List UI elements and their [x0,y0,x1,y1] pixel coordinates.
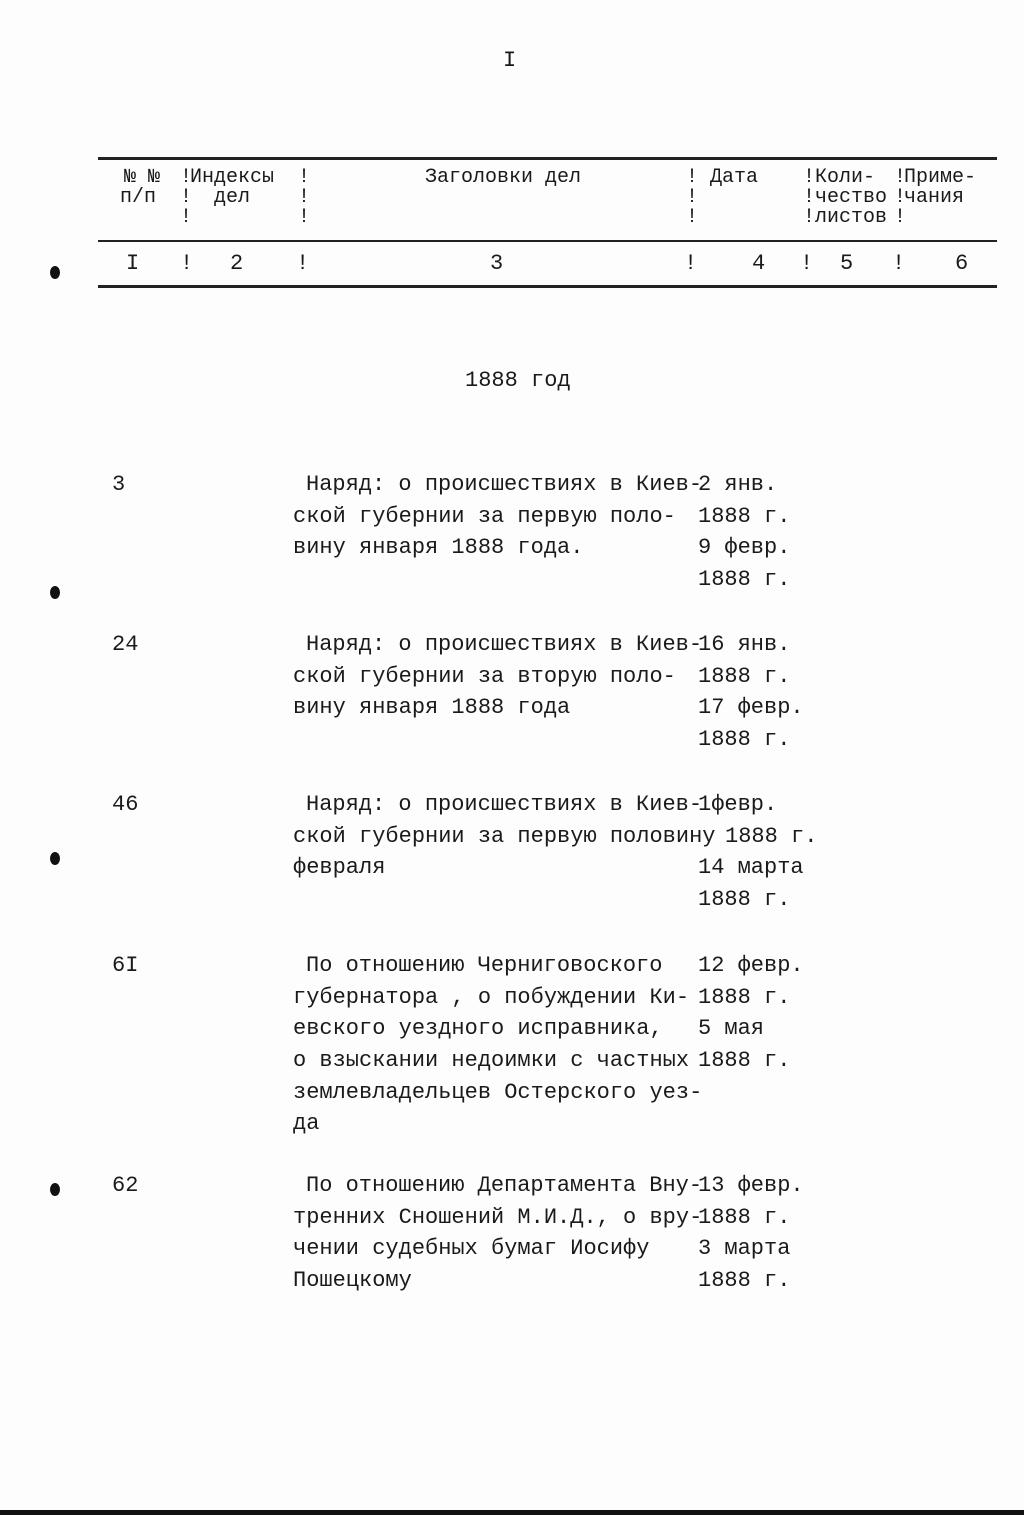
title-line: о взыскании недоимки с частных [293,1048,690,1074]
column-sep: ! [800,251,814,276]
title-line: вину января 1888 года [293,695,571,721]
column-sep: ! [892,251,906,276]
date-line: 13 февр. [698,1173,804,1198]
date-line: 1888 г. [698,887,791,913]
header-col1-line2: п/п [120,186,157,209]
header-sep: ! ! ! [894,166,907,229]
header-col5-line2: чество [815,186,888,209]
page-number: I [503,48,517,73]
entry-dates [698,950,804,1077]
column-number: I [126,251,140,276]
title-line: ской губернии за вторую поло- [293,663,676,689]
binding-hole [50,852,60,865]
column-sep: ! [684,251,698,276]
entry-title [293,629,702,724]
entry-dates [698,629,804,756]
title-line: По отношению Черниговоского [306,953,663,978]
date-line: 1888 г. [698,1204,791,1230]
date-line: 2 янв. [698,472,778,497]
date-line: 14 марта [698,855,804,881]
entry-number: 62 [112,1173,139,1198]
title-line: ской губернии за первую поло- [293,503,676,529]
date-line: 5 мая [698,1016,765,1042]
entry-number: 46 [112,792,139,817]
header-col2-line1: Индексы [190,166,275,189]
title-line: Наряд: о происшествиях в Киев- [306,472,703,497]
title-line: ской губернии за первую половину [293,823,716,849]
header-col6-line1: Приме- [904,166,977,189]
title-line: Наряд: о происшествиях в Киев- [306,632,703,657]
date-line: 1888 г. [698,727,791,753]
header-col1-line1: № № [124,166,161,189]
title-line: да [293,1111,320,1137]
date-line: 1888 г. [698,1268,791,1294]
header-col4: Дата [710,166,759,189]
entry-title [293,789,715,884]
header-col2-line2: дел [214,186,251,209]
entry-number: 6I [112,953,139,978]
entry-title [293,950,702,1140]
entry-dates [698,1170,804,1297]
column-number: 6 [955,251,969,276]
date-line: 1888 г. [698,567,791,593]
year-heading: 1888 год [465,368,571,393]
entry-title [293,469,702,564]
table-bottom-rule [98,285,997,288]
date-line: 16 янв. [698,632,791,657]
header-sep: ! ! ! [298,166,311,229]
entry-dates [698,789,817,916]
title-line: По отношению Департамента Вну- [306,1173,703,1198]
entry-number: 3 [112,472,126,497]
column-number: 5 [840,251,854,276]
table-mid-rule [98,240,997,242]
header-sep: ! ! ! [686,166,699,229]
title-line: тренних Сношений М.И.Д., о вру- [293,1204,703,1230]
date-line: 12 февр. [698,953,804,978]
header-col6-line2: чания [904,186,965,209]
page-bottom-edge [0,1510,1024,1515]
column-number: 4 [752,251,766,276]
column-sep: ! [296,251,310,276]
header-sep: ! ! ! [180,166,193,229]
title-line: Пошецкому [293,1268,412,1294]
column-number: 2 [230,251,244,276]
date-line: 1888 г. [698,503,791,529]
title-line: губернатора , о побуждении Ки- [293,984,690,1010]
binding-hole [50,586,60,599]
title-line: евского уездного исправника, [293,1016,663,1042]
title-line: Наряд: о происшествиях в Киев- [306,792,703,817]
title-line: землевладельцев Остерского уез- [293,1079,703,1105]
header-col5-line1: Коли- [815,166,876,189]
title-line: вину января 1888 года. [293,535,584,561]
binding-hole [50,266,60,279]
entry-number: 24 [112,632,139,657]
binding-hole [50,1183,60,1196]
date-line: 9 февр. [698,535,791,561]
entry-dates [698,469,790,596]
header-col5-line3: листов [815,206,888,229]
date-line: 1888 г. [698,663,791,689]
date-line: 1888 г. [698,1048,791,1074]
title-line: чении судебных бумаг Иосифу [293,1236,650,1262]
table-top-rule [98,157,997,160]
entry-title [293,1170,702,1297]
date-line: 1888 г. [725,823,818,849]
date-line: 1888 г. [698,984,791,1010]
date-line: 17 февр. [698,695,804,721]
column-sep: ! [180,251,194,276]
date-line: 3 марта [698,1236,791,1262]
header-sep: ! ! ! [803,166,816,229]
date-line: 1февр. [698,792,778,817]
header-col3: Заголовки дел [425,166,582,189]
column-number: 3 [490,251,504,276]
title-line: февраля [293,855,386,881]
